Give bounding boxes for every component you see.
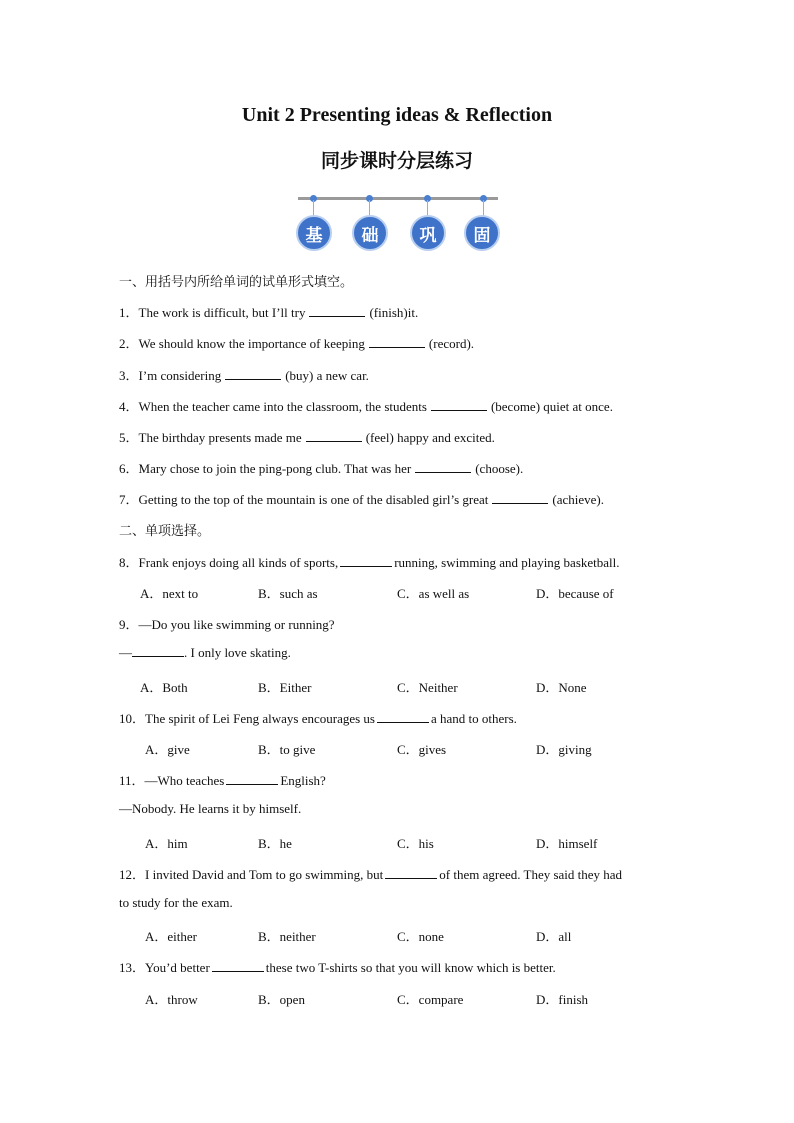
section-badge: [294, 193, 504, 253]
badge-char-1: 基: [296, 215, 332, 251]
question-number: 4．: [119, 399, 139, 414]
question-5: [119, 427, 495, 446]
option-c[interactable]: C．gives: [397, 742, 447, 757]
badge-bar: [298, 197, 498, 200]
option-b[interactable]: B．to give: [258, 742, 316, 757]
question-number: 7．: [119, 492, 139, 507]
page-title: Unit 2 Presenting ideas & Reflection: [241, 104, 553, 126]
section2-heading: 二、单项选择。: [119, 524, 211, 539]
question-10: [119, 708, 517, 727]
option-c[interactable]: C．compare: [397, 992, 464, 1007]
question-text: —: [119, 645, 132, 660]
answer-blank[interactable]: [385, 867, 437, 879]
option-b[interactable]: B．such as: [258, 586, 318, 601]
question-3: [119, 365, 369, 384]
question-4: [119, 396, 613, 415]
option-a[interactable]: A．next to: [140, 586, 199, 601]
answer-blank[interactable]: [212, 960, 264, 972]
option-d[interactable]: D．because of: [536, 586, 614, 601]
question-number: 10．: [119, 711, 146, 726]
question-text: You’d better: [145, 960, 210, 975]
question-text: a hand to others.: [430, 711, 517, 726]
question-12: [119, 864, 622, 883]
option-d[interactable]: D．None: [536, 680, 587, 695]
question-text: We should know the importance of keeping: [138, 336, 365, 351]
question-number: 6．: [119, 461, 139, 476]
question-12-cont: to study for the exam.: [119, 895, 233, 910]
question-text: of them agreed. They said they had: [439, 867, 623, 882]
badge-stem: [369, 200, 370, 216]
answer-blank[interactable]: [309, 305, 365, 317]
badge-stem: [427, 200, 428, 216]
option-a[interactable]: A．give: [145, 742, 190, 757]
option-d[interactable]: D．himself: [536, 836, 598, 851]
badge-char-3: 巩: [410, 215, 446, 251]
option-c[interactable]: C．his: [397, 836, 434, 851]
question-number: 9．: [119, 617, 139, 632]
answer-blank[interactable]: [415, 461, 471, 473]
question-number: 3．: [119, 368, 139, 383]
badge-char-4: 固: [464, 215, 500, 251]
question-number: 1．: [119, 305, 139, 320]
question-text: English?: [280, 773, 326, 788]
question-8: [119, 552, 620, 571]
question-text: Frank enjoys doing all kinds of sports,: [138, 555, 339, 570]
question-9: [119, 614, 335, 633]
page-subtitle: 同步课时分层练习: [320, 150, 473, 172]
question-text: When the teacher came into the classroom, the students: [138, 399, 427, 414]
option-d[interactable]: D．finish: [536, 992, 589, 1007]
question-text: Mary chose to join the ping-pong club. That was her: [138, 461, 412, 476]
question-9-reply: [119, 645, 291, 661]
question-11: [119, 770, 326, 789]
question-text: (feel) happy and excited.: [365, 430, 495, 445]
question-text: The birthday presents made me: [138, 430, 302, 445]
question-text: (become) quiet at once.: [490, 399, 613, 414]
badge-stem: [483, 200, 484, 216]
option-c[interactable]: C．none: [397, 929, 444, 944]
question-text: (buy) a new car.: [285, 368, 369, 383]
answer-blank[interactable]: [306, 430, 362, 442]
question-13: [119, 957, 556, 976]
option-b[interactable]: B．open: [258, 992, 305, 1007]
option-b[interactable]: B．Either: [258, 680, 312, 695]
badge-char-2: 础: [352, 215, 388, 251]
question-text: these two T-shirts so that you will know which is better.: [265, 960, 556, 975]
question-text: —Do you like swimming or running?: [138, 617, 335, 632]
question-text: Getting to the top of the mountain is one of the disabled girl’s great: [138, 492, 489, 507]
question-1: [119, 302, 418, 321]
question-text: The spirit of Lei Feng always encourages us: [145, 711, 375, 726]
option-a[interactable]: A．throw: [145, 992, 198, 1007]
question-number: 11．: [119, 773, 145, 788]
question-number: 2．: [119, 336, 139, 351]
question-text: running, swimming and playing basketball.: [394, 555, 620, 570]
question-text: I’m considering: [138, 368, 222, 383]
question-text: . I only love skating.: [184, 645, 291, 660]
question-text: (choose).: [475, 461, 524, 476]
question-text: I invited David and Tom to go swimming, but: [145, 867, 384, 882]
answer-blank[interactable]: [492, 492, 548, 504]
option-a[interactable]: A．Both: [140, 680, 188, 695]
option-d[interactable]: D．giving: [536, 742, 592, 757]
question-number: 5．: [119, 430, 139, 445]
question-11-reply: —Nobody. He learns it by himself.: [119, 801, 302, 816]
answer-blank[interactable]: [369, 336, 425, 348]
question-2: [119, 333, 474, 352]
section1-heading: 一、用括号内所给单词的试单形式填空。: [119, 275, 354, 290]
option-c[interactable]: C．Neither: [397, 680, 458, 695]
answer-blank[interactable]: [226, 773, 278, 785]
answer-blank[interactable]: [340, 555, 392, 567]
option-b[interactable]: B．neither: [258, 929, 316, 944]
badge-stem: [313, 200, 314, 216]
question-7: [119, 489, 604, 508]
question-number: 12．: [119, 867, 146, 882]
option-a[interactable]: A．him: [145, 836, 188, 851]
question-text: (record).: [428, 336, 475, 351]
question-number: 8．: [119, 555, 139, 570]
question-text: —Who teaches: [144, 773, 225, 788]
question-6: [119, 458, 523, 477]
option-b[interactable]: B．he: [258, 836, 292, 851]
answer-blank[interactable]: [132, 645, 184, 657]
option-a[interactable]: A．either: [145, 929, 197, 944]
option-c[interactable]: C．as well as: [397, 586, 470, 601]
question-text: The work is difficult, but I’ll try: [138, 305, 306, 320]
question-text: (achieve).: [552, 492, 604, 507]
option-d[interactable]: D．all: [536, 929, 572, 944]
question-text: (finish)it.: [369, 305, 419, 320]
answer-blank[interactable]: [377, 711, 429, 723]
answer-blank[interactable]: [225, 368, 281, 380]
answer-blank[interactable]: [431, 399, 487, 411]
question-number: 13．: [119, 960, 146, 975]
